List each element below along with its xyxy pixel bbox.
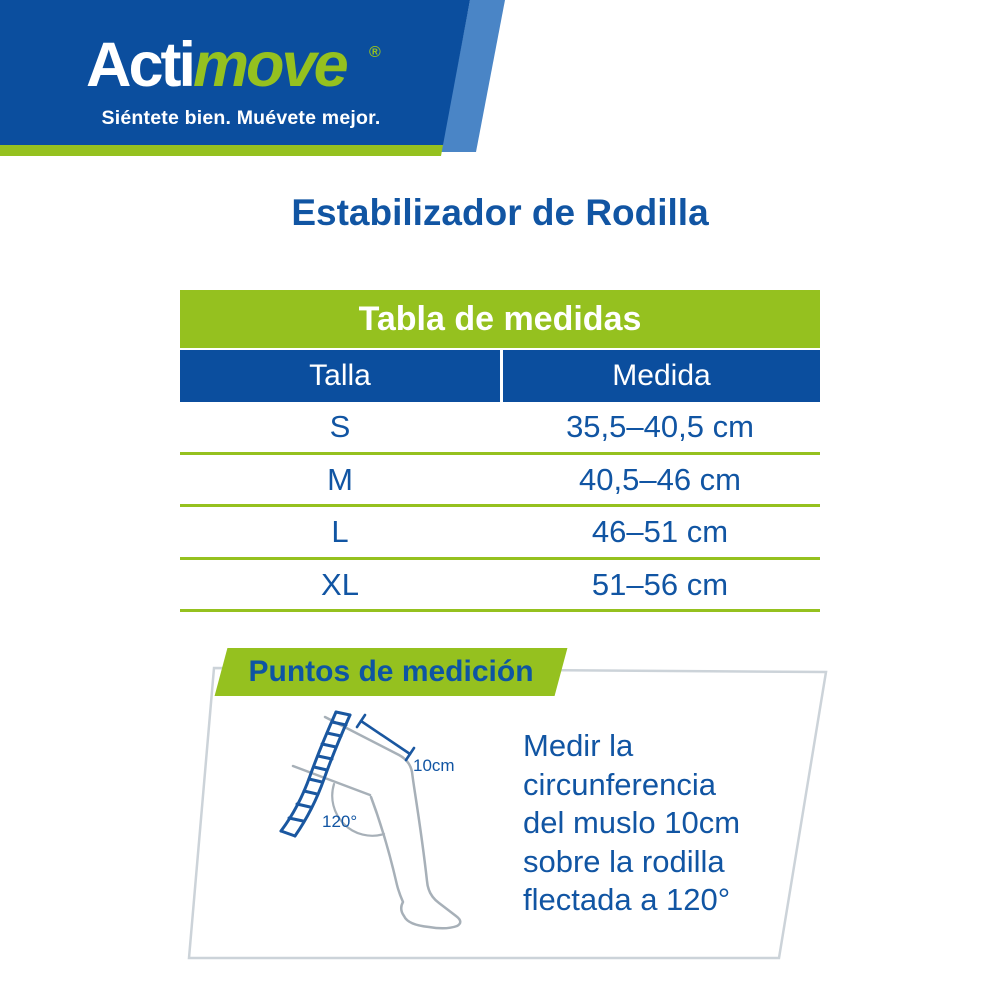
table-row bbox=[180, 560, 820, 613]
brand-tagline: Siéntete bien. Muévete mejor. bbox=[101, 107, 381, 129]
table-row bbox=[180, 455, 820, 508]
brand-logo-acti: Acti bbox=[86, 30, 194, 100]
measure-value: 46–51 cm bbox=[591, 514, 729, 549]
size-value: XL bbox=[321, 566, 359, 602]
instruction-line: del muslo 10cm bbox=[523, 805, 741, 840]
size-table-header-row bbox=[180, 350, 820, 402]
size-value: L bbox=[331, 514, 349, 549]
table-row bbox=[180, 402, 820, 455]
table-row bbox=[180, 507, 820, 560]
size-value: M bbox=[327, 461, 353, 497]
measure-value: 40,5–46 cm bbox=[579, 461, 741, 497]
instruction-line: flectada a 120° bbox=[523, 882, 731, 917]
instruction-line: Medir la bbox=[523, 728, 634, 763]
header-green-stripe bbox=[0, 145, 443, 156]
size-table-title: Tabla de medidas bbox=[180, 290, 820, 348]
registered-trademark-icon: ® bbox=[369, 44, 381, 61]
measurement-section-banner bbox=[215, 648, 568, 696]
brand-logo-move: move bbox=[193, 30, 346, 100]
measurement-section-title: Puntos de medición bbox=[248, 655, 534, 688]
page-title: Estabilizador de Rodilla bbox=[291, 192, 709, 233]
size-value: S bbox=[329, 409, 351, 444]
distance-label: 10cm bbox=[413, 756, 455, 775]
column-header-talla: Talla bbox=[309, 359, 371, 392]
column-header-medida: Medida bbox=[500, 350, 820, 402]
instruction-line: circunferencia bbox=[523, 766, 716, 802]
measure-value: 51–56 cm bbox=[591, 566, 729, 602]
size-table bbox=[180, 290, 820, 612]
measurement-instruction bbox=[523, 727, 823, 920]
brand-logo bbox=[86, 30, 386, 100]
instruction-line: sobre la rodilla bbox=[523, 843, 725, 879]
angle-label: 120° bbox=[322, 812, 358, 831]
measure-value: 35,5–40,5 cm bbox=[566, 409, 754, 444]
